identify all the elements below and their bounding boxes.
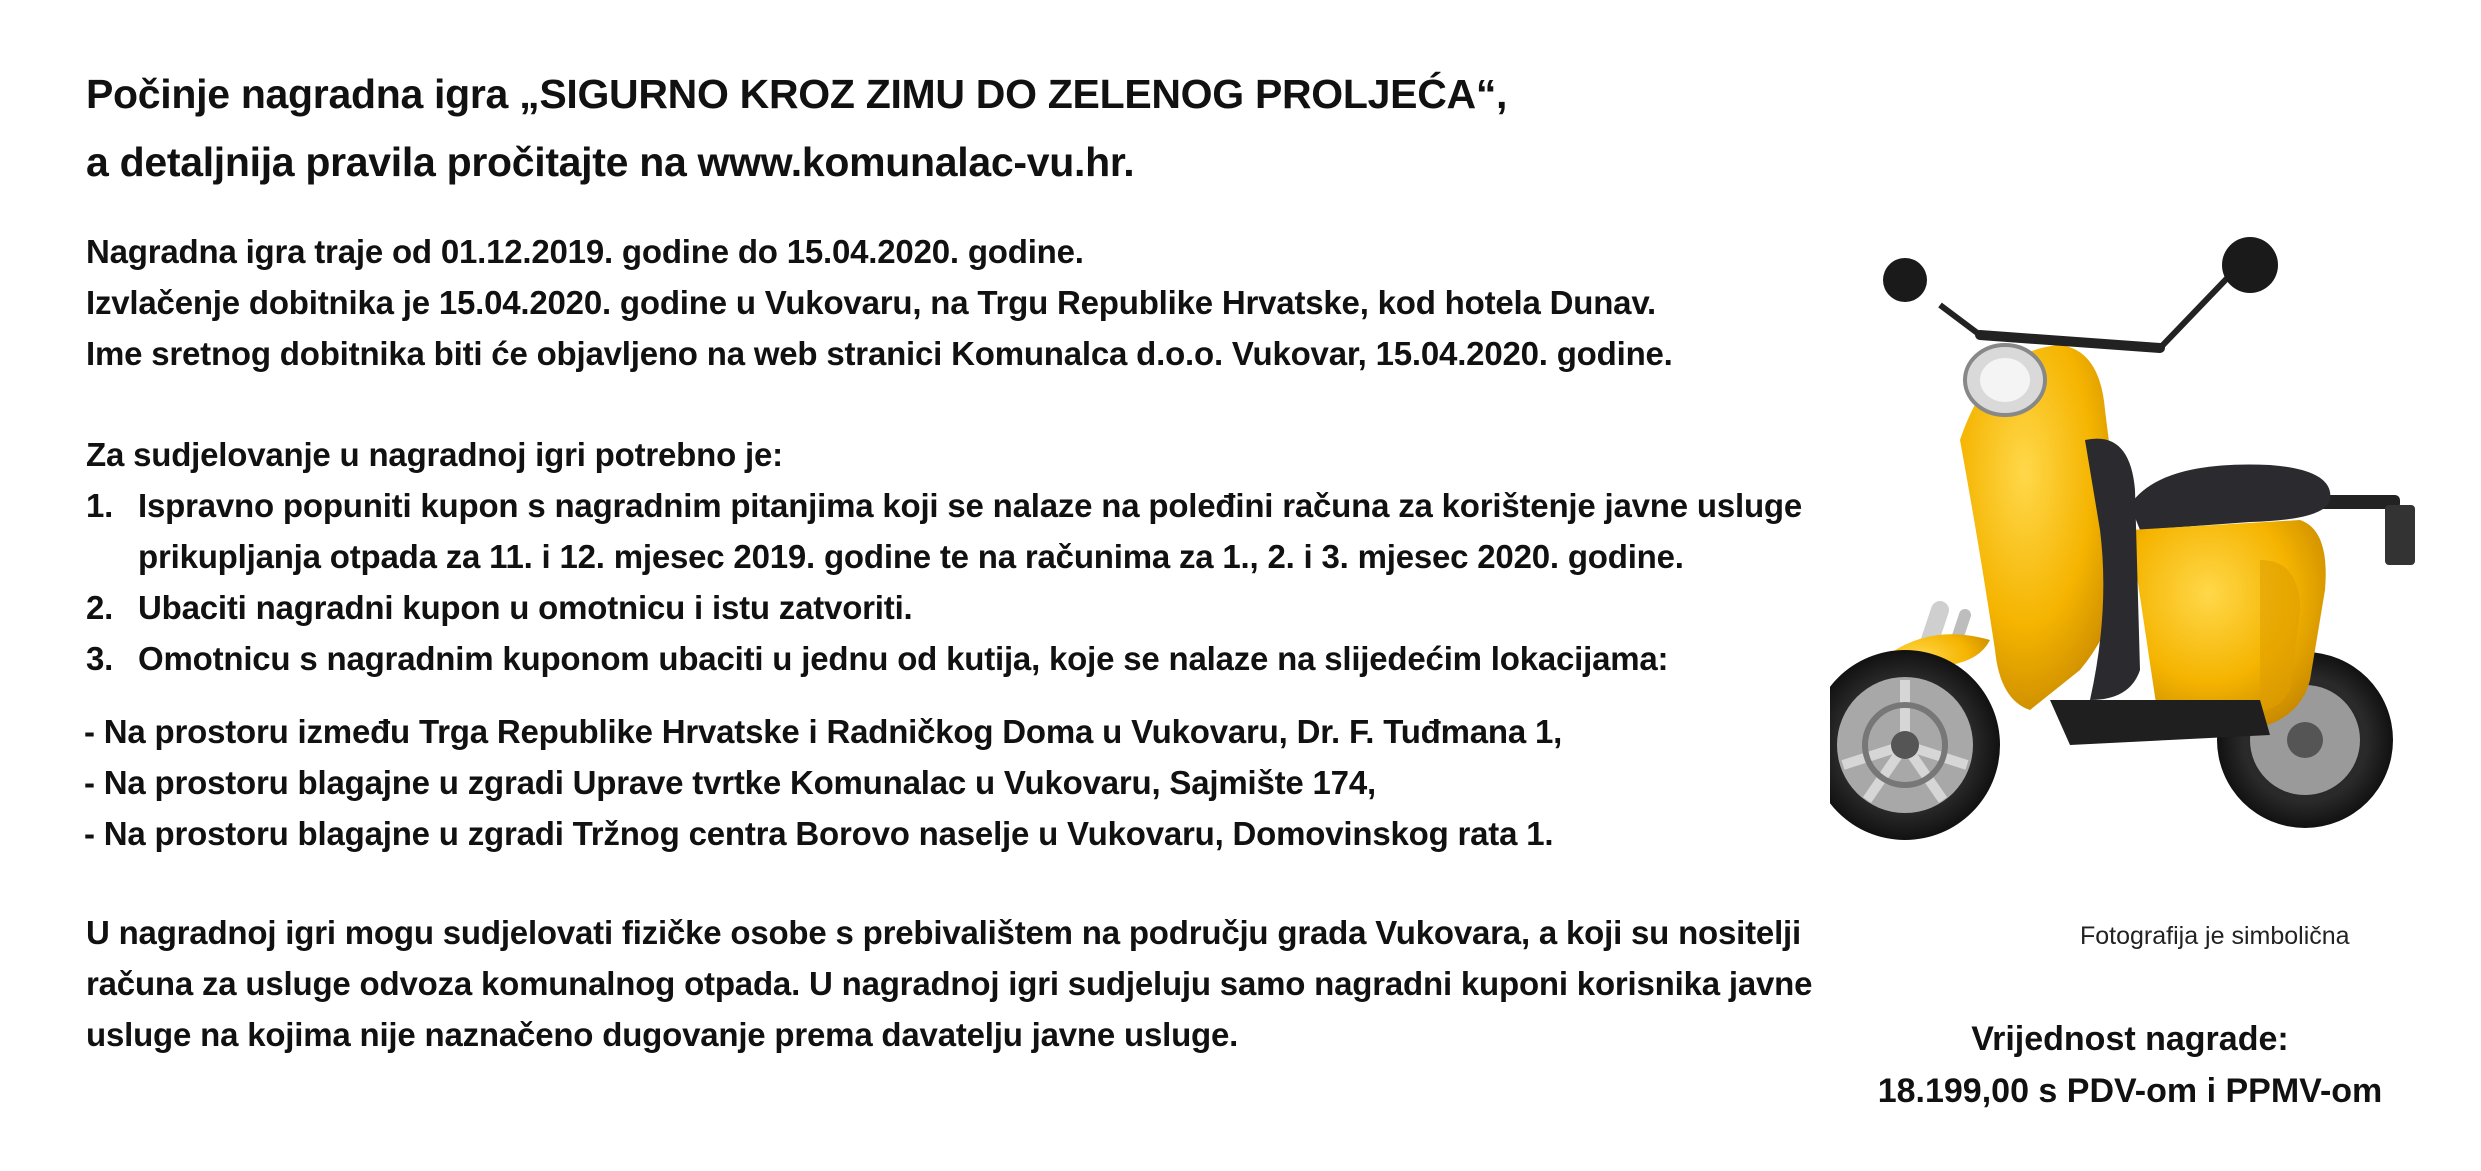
step-item: [86, 582, 1846, 633]
step-number: 1.: [86, 487, 114, 524]
photo-caption: Fotografija je simbolična: [2080, 922, 2350, 950]
location-item: - Na prostoru blagajne u zgradi Tržnog centra Borovo naselje u Vukovaru, Domovinskog rata 1.: [84, 815, 1554, 852]
announcement-text: Ime sretnog dobitnika biti će objavljeno na web stranici Komunalca d.o.o. Vukovar, 15.04.2020. godine.: [86, 335, 1673, 372]
main-text-column: [86, 60, 1846, 1060]
step-text: Ispravno popuniti kupon s nagradnim pitanjima koji se nalaze na poleđini računa za korištenje javne usluge prikupljanja otpada za 11. i 12. mjesec 2019. godine te na računima za 1., 2. i 3. mjesec 2020. godine.: [138, 487, 1803, 575]
participation-intro: Za sudjelovanje u nagradnoj igri potrebno je:: [86, 436, 783, 473]
step-number: 2.: [86, 589, 114, 626]
duration-text: Nagradna igra traje od 01.12.2019. godine do 15.04.2020. godine.: [86, 233, 1084, 270]
step-text: Omotnicu s nagradnim kuponom ubaciti u jednu od kutija, koje se nalaze na slijedećim lokacijama:: [138, 640, 1669, 677]
location-item: - Na prostoru blagajne u zgradi Uprave tvrtke Komunalac u Vukovaru, Sajmište 174,: [84, 764, 1376, 801]
scooter-image: [1830, 230, 2430, 970]
step-item: [86, 480, 1846, 582]
eligibility-text: U nagradnoj igri mogu sudjelovati fizičke osobe s prebivalištem na području grada Vukovara, a koji su nositelji računa za usluge odvoza komunalnog otpada. U nagradnoj igri sudjeluju samo nagradni kuponi korisnika javne usluge na kojima nije naznačeno dugovanje prema davatelju javne usluge.: [86, 914, 1813, 1053]
headline-line-1: Počinje nagradna igra „SIGURNO KROZ ZIMU DO ZELENOG PROLJEĆA“,: [86, 71, 1508, 117]
step-item: [86, 633, 1846, 684]
prize-panel: [1830, 230, 2430, 1130]
step-text: Ubaciti nagradni kupon u omotnicu i istu zatvoriti.: [138, 589, 913, 626]
prize-value-label: Vrijednost nagrade:: [1971, 1020, 2289, 1058]
location-item: - Na prostoru između Trga Republike Hrvatske i Radničkog Doma u Vukovaru, Dr. F. Tuđmana 1,: [84, 713, 1563, 750]
headline-line-2: a detaljnija pravila pročitajte na www.komunalac-vu.hr.: [86, 139, 1135, 185]
draw-text: Izvlačenje dobitnika je 15.04.2020. godine u Vukovaru, na Trgu Republike Hrvatske, kod hotela Dunav.: [86, 284, 1656, 321]
participation-steps: [86, 480, 1846, 684]
prize-value-amount: 18.199,00 s PDV-om i PPMV-om: [1877, 1072, 2383, 1110]
step-number: 3.: [86, 640, 114, 677]
